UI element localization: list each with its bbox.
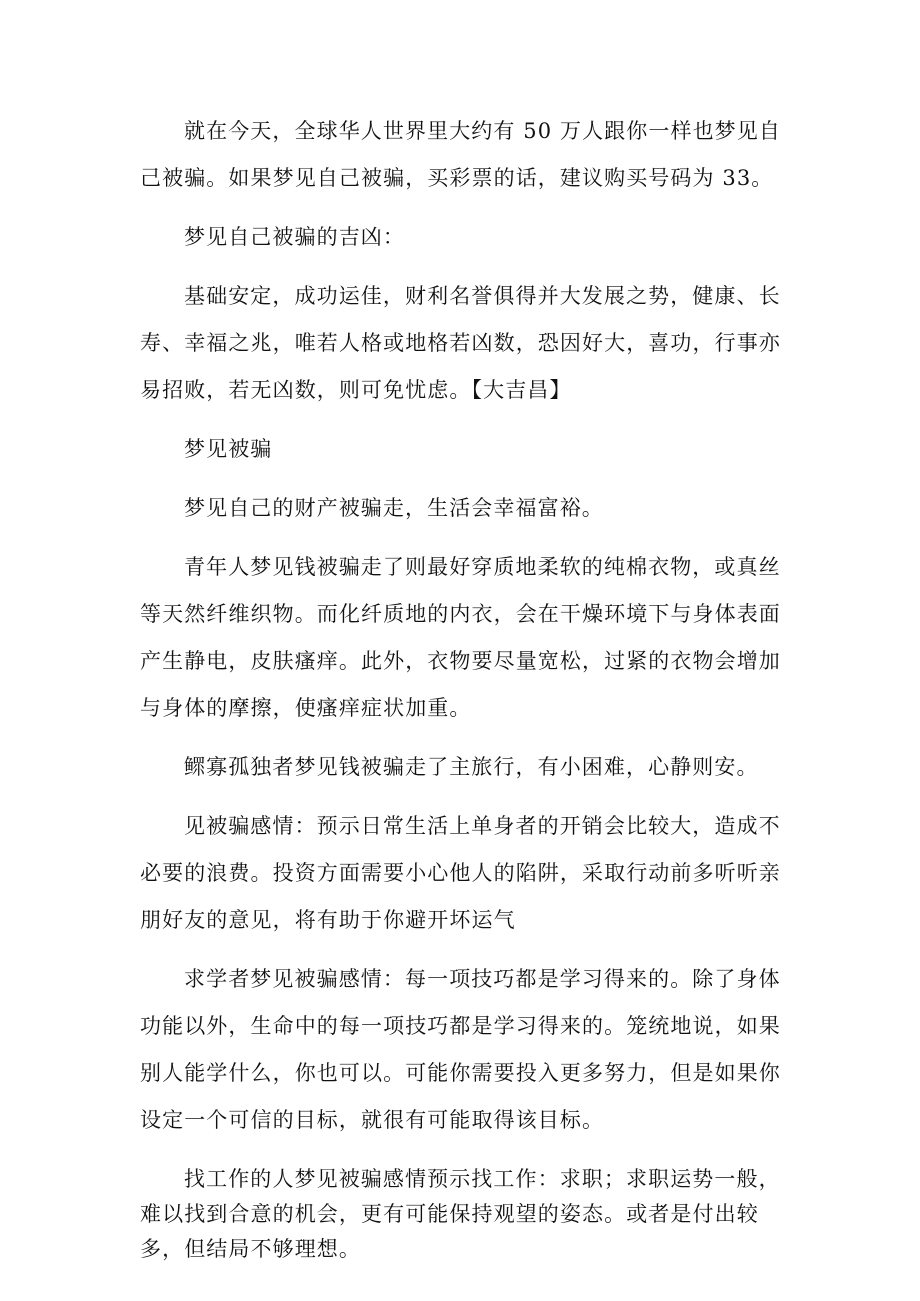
- paragraph-fortune-text: 基础安定，成功运佳，财利名誉俱得并大发展之势，健康、长寿、幸福之兆，唯若人格或地格若凶数，恐因好大，喜功，行事亦易招败，若无凶数，则可免忧虑。【大吉昌】: [140, 284, 781, 402]
- paragraph-heading-fortune: 梦见自己被骗的吉凶：: [184, 225, 405, 249]
- paragraph-student: 求学者梦见被骗感情：每一项技巧都是学习得来的。除了身体功能以外，生命中的每一项技巧都是学习得来的。笼统地说，如果别人能学什么，你也可以。可能你需要投入更多努力，但是如果你设定一个可信的目标，就很有可能取得该目标。: [140, 967, 781, 1132]
- paragraph-heading-dream: 梦见被骗: [184, 437, 273, 461]
- paragraph-intro: 就在今天，全球华人世界里大约有 50 万人跟你一样也梦见自己被骗。如果梦见自己被骗，买彩票的话，建议购买号码为 33。: [140, 119, 781, 190]
- paragraph-lonely: 鳏寡孤独者梦见钱被骗走了主旅行，有小困难，心静则安。: [184, 755, 759, 779]
- paragraph-job-seeker: 找工作的人梦见被骗感情预示找工作：求职；求职运势一般，难以找到合意的机会，更有可能保持观望的姿态。或者是付出较多，但结局不够理想。: [140, 1167, 781, 1261]
- document-page: [140, 108, 785, 1267]
- paragraph-property: 梦见自己的财产被骗走，生活会幸福富裕。: [184, 496, 604, 520]
- paragraph-young-people: 青年人梦见钱被骗走了则最好穿质地柔软的纯棉衣物，或真丝等天然纤维织物。而化纤质地的内衣，会在干燥环境下与身体表面产生静电，皮肤瘙痒。此外，衣物要尽量宽松，过紧的衣物会增加与身体的摩擦，使瘙痒症状加重。: [140, 555, 781, 720]
- paragraph-emotion: 见被骗感情：预示日常生活上单身者的开销会比较大，造成不必要的浪费。投资方面需要小心他人的陷阱，采取行动前多听听亲朋好友的意见，将有助于你避开坏运气: [140, 814, 781, 932]
